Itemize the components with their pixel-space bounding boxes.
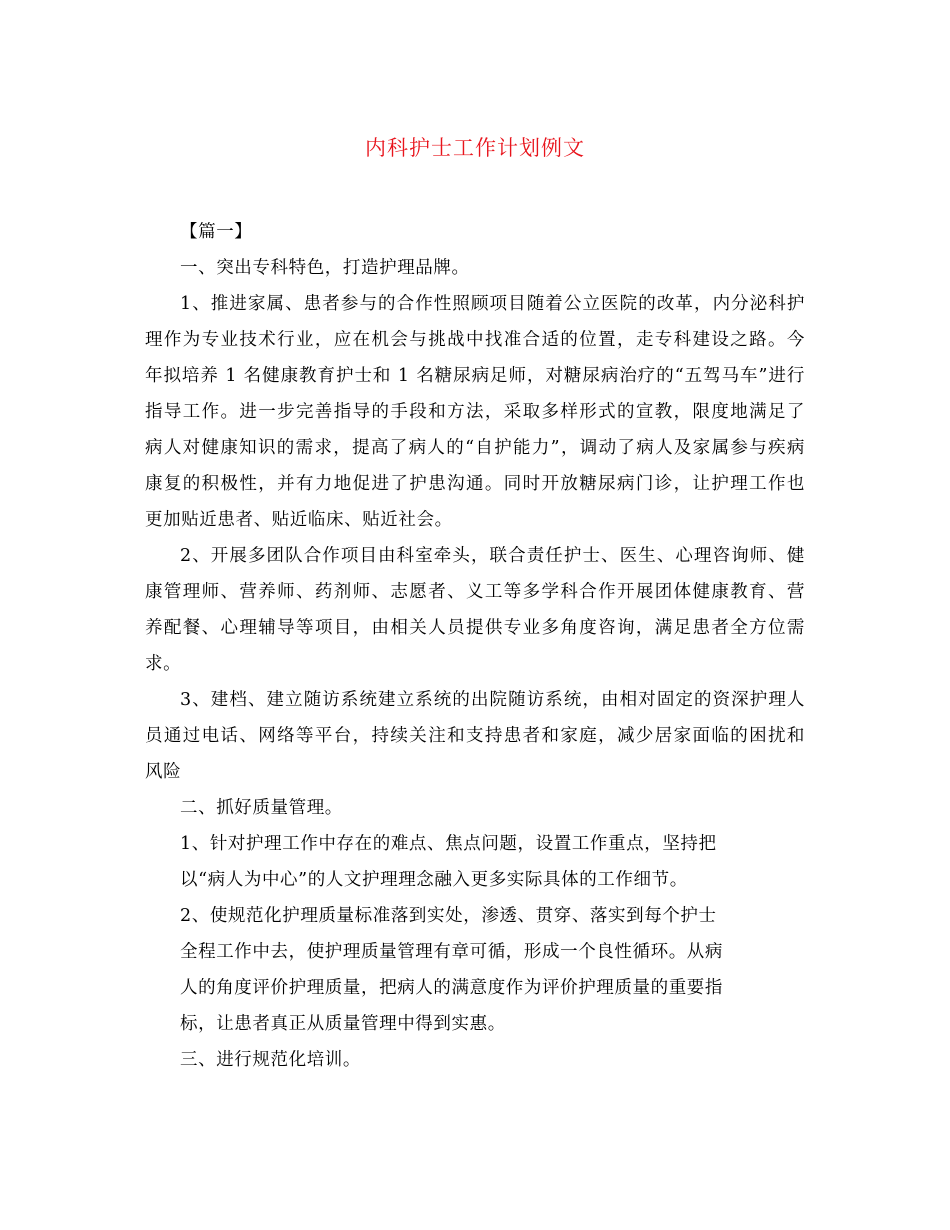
document-body [145,214,805,1078]
text-line: 指导工作。进一步完善指导的手段和方法，采取多样形式的宣教，限度地满足了 [145,402,805,422]
text-line: 一、突出专科特色，打造护理品牌。 [180,258,470,278]
text-line: 2、开展多团队合作项目由科室牵头，联合责任护士、医生、心理咨询师、健 [180,546,805,566]
text-line: 病人对健康知识的需求，提高了病人的“自护能力”，调动了病人及家属参与疾病 [145,438,805,458]
text-line: 1、推进家属、患者参与的合作性照顾项目随着公立医院的改革，内分泌科护 [180,294,805,314]
text-line: 全程工作中去，使护理质量管理有章可循，形成一个良性循环。从病 [180,942,723,962]
text-line: 【篇一】 [180,222,253,242]
text-line: 三、进行规范化培训。 [180,1050,361,1070]
text-line: 3、建档、建立随访系统建立系统的出院随访系统，由相对固定的资深护理人 [180,690,805,710]
text-line: 年拟培养 1 名健康教育护士和 1 名糖尿病足师，对糖尿病治疗的“五驾马车”进行 [145,366,805,386]
text-line: 标，让患者真正从质量管理中得到实惠。 [180,1014,506,1034]
document-title: 内科护士工作计划例文 [365,136,585,160]
text-line: 风险 [145,762,182,782]
text-line: 康复的积极性，并有力地促进了护患沟通。同时开放糖尿病门诊，让护理工作也 [145,474,805,494]
text-line: 养配餐、心理辅导等项目，由相关人员提供专业多角度咨询，满足患者全方位需 [145,618,805,638]
text-line: 二、抓好质量管理。 [180,798,343,818]
text-line: 1、针对护理工作中存在的难点、焦点问题，设置工作重点，坚持把 [180,834,717,854]
text-line: 康管理师、营养师、药剂师、志愿者、义工等多学科合作开展团体健康教育、营 [145,582,805,602]
text-line: 更加贴近患者、贴近临床、贴近社会。 [145,510,453,530]
text-line: 员通过电话、网络等平台，持续关注和支持患者和家庭，减少居家面临的困扰和 [145,726,805,746]
text-line: 理作为专业技术行业，应在机会与挑战中找准合适的位置，走专科建设之路。今 [145,330,805,350]
text-line: 2、使规范化护理质量标准落到实处，渗透、贯穿、落实到每个护士 [180,906,717,926]
text-line: 以“病人为中心”的人文护理理念融入更多实际具体的工作细节。 [180,870,688,890]
text-line: 人的角度评价护理质量，把病人的满意度作为评价护理质量的重要指 [180,978,723,998]
text-line: 求。 [145,654,182,674]
